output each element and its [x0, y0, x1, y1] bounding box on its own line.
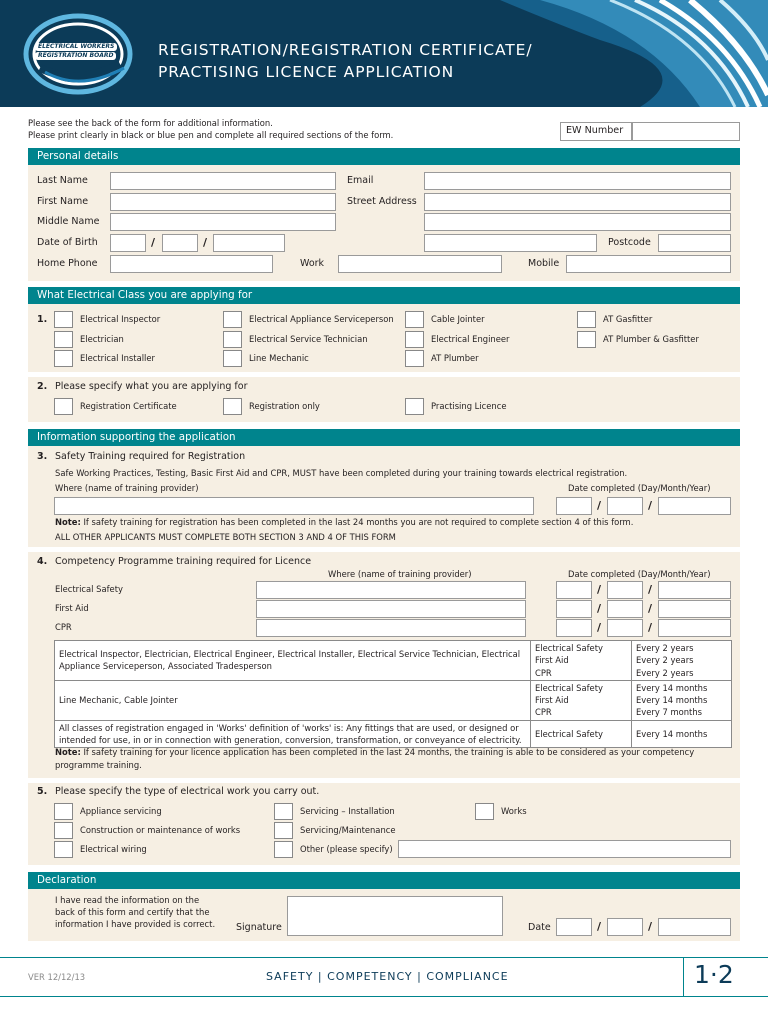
table-freq: Every 14 months	[636, 682, 708, 693]
page-title-line2: PRACTISING LICENCE APPLICATION	[158, 63, 455, 81]
q5-number: 5.	[37, 786, 48, 797]
checkbox-registration-only[interactable]	[223, 398, 242, 415]
footer-tagline: SAFETY | COMPETENCY | COMPLIANCE	[266, 970, 509, 983]
date-slash: /	[597, 920, 602, 933]
work-type-label: Servicing/Maintenance	[300, 825, 396, 835]
header-banner	[0, 0, 768, 107]
date-slash: /	[597, 499, 602, 512]
class-label: AT Plumber & Gasfitter	[603, 334, 699, 344]
date-slash: /	[648, 920, 653, 933]
q3-title: Safety Training required for Registration	[55, 451, 246, 462]
work-type-label: Electrical wiring	[80, 844, 147, 854]
home-phone-field[interactable]	[110, 255, 273, 273]
q2-title: Please specify what you are applying for	[55, 381, 248, 392]
middle-name-label: Middle Name	[37, 216, 100, 227]
table-row	[55, 720, 732, 748]
class-label: Electrical Service Technician	[249, 334, 368, 344]
q4-note	[55, 746, 730, 771]
checkbox-at-plumber[interactable]	[405, 350, 424, 367]
q4-date-month[interactable]	[607, 581, 643, 599]
table-item: First Aid	[535, 695, 569, 706]
page-title-line1: REGISTRATION/REGISTRATION CERTIFICATE/	[158, 41, 533, 59]
q4-date-day[interactable]	[556, 581, 592, 599]
date-completed-label: Date completed (Day/Month/Year)	[568, 569, 711, 579]
footer-rule	[0, 996, 768, 997]
q4-date-day[interactable]	[556, 600, 592, 618]
dob-month-field[interactable]	[162, 234, 198, 252]
mobile-field[interactable]	[566, 255, 731, 273]
date-slash: /	[648, 602, 653, 615]
table-item: First Aid	[535, 655, 569, 666]
date-slash: /	[648, 499, 653, 512]
checkbox-service-technician[interactable]	[223, 331, 242, 348]
table-row	[55, 641, 732, 681]
table-cell-frequency	[632, 680, 732, 720]
checkbox-works[interactable]	[475, 803, 494, 820]
street-address-field-1[interactable]	[424, 193, 731, 211]
date-completed-label: Date completed (Day/Month/Year)	[568, 483, 711, 493]
date-slash: /	[597, 621, 602, 634]
declaration-text-line2: back of this form and certify that the	[55, 907, 210, 917]
date-slash: /	[597, 583, 602, 596]
work-type-label: Servicing – Installation	[300, 806, 395, 816]
email-label: Email	[347, 175, 374, 186]
table-freq: Every 2 years	[636, 643, 694, 653]
class-label: Electrician	[80, 334, 124, 344]
section-personal-details: Personal details	[28, 148, 740, 165]
table-cell-classes: Line Mechanic, Cable Jointer	[55, 680, 531, 720]
where-label: Where (name of training provider)	[328, 569, 472, 579]
dob-slash: /	[151, 236, 156, 249]
checkbox-appliance-serviceperson[interactable]	[223, 311, 242, 328]
date-slash: /	[648, 621, 653, 634]
declaration-text-line3: information I have provided is correct.	[55, 919, 216, 929]
q4-row-label: Electrical Safety	[55, 584, 123, 594]
postcode-label: Postcode	[608, 237, 651, 248]
q4-provider-field[interactable]	[256, 619, 526, 637]
section-electrical-class: What Electrical Class you are applying for	[28, 287, 740, 304]
training-frequency-table	[54, 640, 732, 748]
table-cell-frequency: Every 14 months	[632, 720, 732, 748]
q4-date-year[interactable]	[658, 581, 731, 599]
checkbox-electrical-engineer[interactable]	[405, 331, 424, 348]
footer-divider	[683, 957, 684, 996]
intro-line2: Please print clearly in black or blue pen and complete all required sections of the form.	[28, 130, 394, 140]
q3-number: 3.	[37, 451, 48, 462]
table-row	[55, 680, 732, 720]
table-cell-items: Electrical Safety	[531, 720, 632, 748]
checkbox-electrician[interactable]	[54, 331, 73, 348]
where-label: Where (name of training provider)	[55, 483, 199, 493]
logo-text-line2: REGISTRATION BOARD	[35, 52, 116, 60]
checkbox-construction-maintenance[interactable]	[54, 822, 73, 839]
q5-title: Please specify the type of electrical work you carry out.	[55, 786, 320, 797]
checkbox-electrical-wiring[interactable]	[54, 841, 73, 858]
q4-date-day[interactable]	[556, 619, 592, 637]
work-type-label: Works	[501, 806, 527, 816]
signature-field[interactable]	[287, 896, 503, 936]
table-item: Electrical Safety	[535, 643, 603, 653]
class-label: AT Plumber	[431, 353, 479, 363]
first-name-field[interactable]	[110, 193, 336, 211]
date-label: Date	[528, 922, 551, 933]
q4-provider-field[interactable]	[256, 581, 526, 599]
other-specify-field[interactable]	[398, 840, 731, 858]
checkbox-other[interactable]	[274, 841, 293, 858]
q3-caps-notice: ALL OTHER APPLICANTS MUST COMPLETE BOTH SECTION 3 AND 4 OF THIS FORM	[55, 532, 396, 542]
table-cell-classes: All classes of registration engaged in 'Works' definition of 'works' is: Any fittings that are used, or designed or intended for use, in or in connection with generation, conversion, transformation, or conveyance of electricity.	[55, 720, 531, 748]
class-label: Line Mechanic	[249, 353, 309, 363]
postcode-field[interactable]	[658, 234, 731, 252]
q1-number: 1.	[37, 314, 48, 325]
checkbox-line-mechanic[interactable]	[223, 350, 242, 367]
q4-row-label: CPR	[55, 622, 72, 632]
last-name-field[interactable]	[110, 172, 336, 190]
dob-year-field[interactable]	[213, 234, 285, 252]
q4-date-month[interactable]	[607, 600, 643, 618]
q4-note-text: If safety training for your licence application has been completed in the last 24 months, the training is able to be considered as your competency programme training.	[55, 747, 695, 770]
declaration-date-year[interactable]	[658, 918, 731, 936]
form-code: 1·2	[694, 960, 734, 989]
class-label: AT Gasfitter	[603, 314, 653, 324]
table-freq: Every 7 months	[636, 707, 702, 718]
ew-number-field[interactable]	[632, 122, 740, 141]
checkbox-electrical-inspector[interactable]	[54, 311, 73, 328]
class-label: Electrical Installer	[80, 353, 155, 363]
home-phone-label: Home Phone	[37, 258, 98, 269]
checkbox-servicing-installation[interactable]	[274, 803, 293, 820]
date-slash: /	[648, 583, 653, 596]
checkbox-at-plumber-gasfitter[interactable]	[577, 331, 596, 348]
q4-date-year[interactable]	[658, 619, 731, 637]
q3-note-text: If safety training for registration has been completed in the last 24 months you are not required to complete section 4 of this form.	[80, 517, 634, 527]
note-bold: Note:	[55, 517, 81, 527]
q4-number: 4.	[37, 556, 48, 567]
q2-number: 2.	[37, 381, 48, 392]
declaration-date-day[interactable]	[556, 918, 592, 936]
dob-day-field[interactable]	[110, 234, 146, 252]
version-text: VER 12/12/13	[28, 972, 86, 982]
middle-name-field[interactable]	[110, 213, 336, 231]
declaration-text-line1: I have read the information on the	[55, 895, 200, 905]
q4-date-year[interactable]	[658, 600, 731, 618]
class-label: Electrical Appliance Serviceperson	[249, 314, 394, 324]
date-slash: /	[597, 602, 602, 615]
intro-line1: Please see the back of the form for additional information.	[28, 118, 273, 128]
q4-provider-field[interactable]	[256, 600, 526, 618]
class-label: Cable Jointer	[431, 314, 485, 324]
q3-note	[55, 518, 633, 526]
table-cell-items	[531, 641, 632, 681]
street-address-field-2[interactable]	[424, 213, 731, 231]
apply-option-label: Registration only	[249, 401, 320, 411]
ew-number-label: EW Number	[560, 122, 632, 141]
note-bold: Note:	[55, 747, 81, 757]
apply-option-label: Registration Certificate	[80, 401, 177, 411]
q3-provider-field[interactable]	[54, 497, 534, 515]
work-phone-field[interactable]	[338, 255, 502, 273]
work-type-label: Appliance servicing	[80, 806, 162, 816]
checkbox-appliance-servicing[interactable]	[54, 803, 73, 820]
table-freq: Every 2 years	[636, 667, 694, 678]
table-item: Electrical Safety	[535, 682, 603, 693]
checkbox-cable-jointer[interactable]	[405, 311, 424, 328]
checkbox-servicing-maintenance[interactable]	[274, 822, 293, 839]
table-item: CPR	[535, 707, 552, 718]
table-freq: Every 2 years	[636, 655, 694, 666]
checkbox-at-gasfitter[interactable]	[577, 311, 596, 328]
class-label: Electrical Inspector	[80, 314, 161, 324]
dob-slash: /	[203, 236, 208, 249]
signature-label: Signature	[236, 922, 282, 933]
class-label: Electrical Engineer	[431, 334, 510, 344]
table-item: CPR	[535, 667, 552, 678]
q4-date-month[interactable]	[607, 619, 643, 637]
work-phone-label: Work	[300, 258, 325, 269]
table-cell-classes: Electrical Inspector, Electrician, Electrical Engineer, Electrical Installer, Electrical Service Technician, Electrical Appliance Serviceperson, Associated Tradesperson	[55, 641, 531, 681]
q3-date-day[interactable]	[556, 497, 592, 515]
street-address-field-3[interactable]	[424, 234, 597, 252]
work-type-label: Other (please specify)	[300, 844, 393, 854]
work-type-label: Construction or maintenance of works	[80, 825, 241, 835]
q3-date-month[interactable]	[607, 497, 643, 515]
section-information-supporting: Information supporting the application	[28, 429, 740, 446]
declaration-date-month[interactable]	[607, 918, 643, 936]
checkbox-electrical-installer[interactable]	[54, 350, 73, 367]
checkbox-registration-certificate[interactable]	[54, 398, 73, 415]
email-field[interactable]	[424, 172, 731, 190]
last-name-label: Last Name	[37, 175, 88, 186]
q4-row-label: First Aid	[55, 603, 89, 613]
q4-title: Competency Programme training required for Licence	[55, 556, 312, 567]
apply-option-label: Practising Licence	[431, 401, 507, 411]
logo-text-line1: ELECTRICAL WORKERS	[35, 43, 117, 51]
first-name-label: First Name	[37, 196, 89, 207]
footer-rule	[0, 957, 768, 958]
dob-label: Date of Birth	[37, 237, 98, 248]
table-freq: Every 14 months	[636, 695, 708, 706]
street-address-label: Street Address	[347, 196, 417, 207]
section-declaration: Declaration	[28, 872, 740, 889]
table-cell-frequency	[632, 641, 732, 681]
mobile-label: Mobile	[528, 258, 560, 269]
checkbox-practising-licence[interactable]	[405, 398, 424, 415]
q3-text: Safe Working Practices, Testing, Basic First Aid and CPR, MUST have been completed during your training towards electrical registration.	[55, 468, 628, 478]
q3-date-year[interactable]	[658, 497, 731, 515]
table-cell-items	[531, 680, 632, 720]
